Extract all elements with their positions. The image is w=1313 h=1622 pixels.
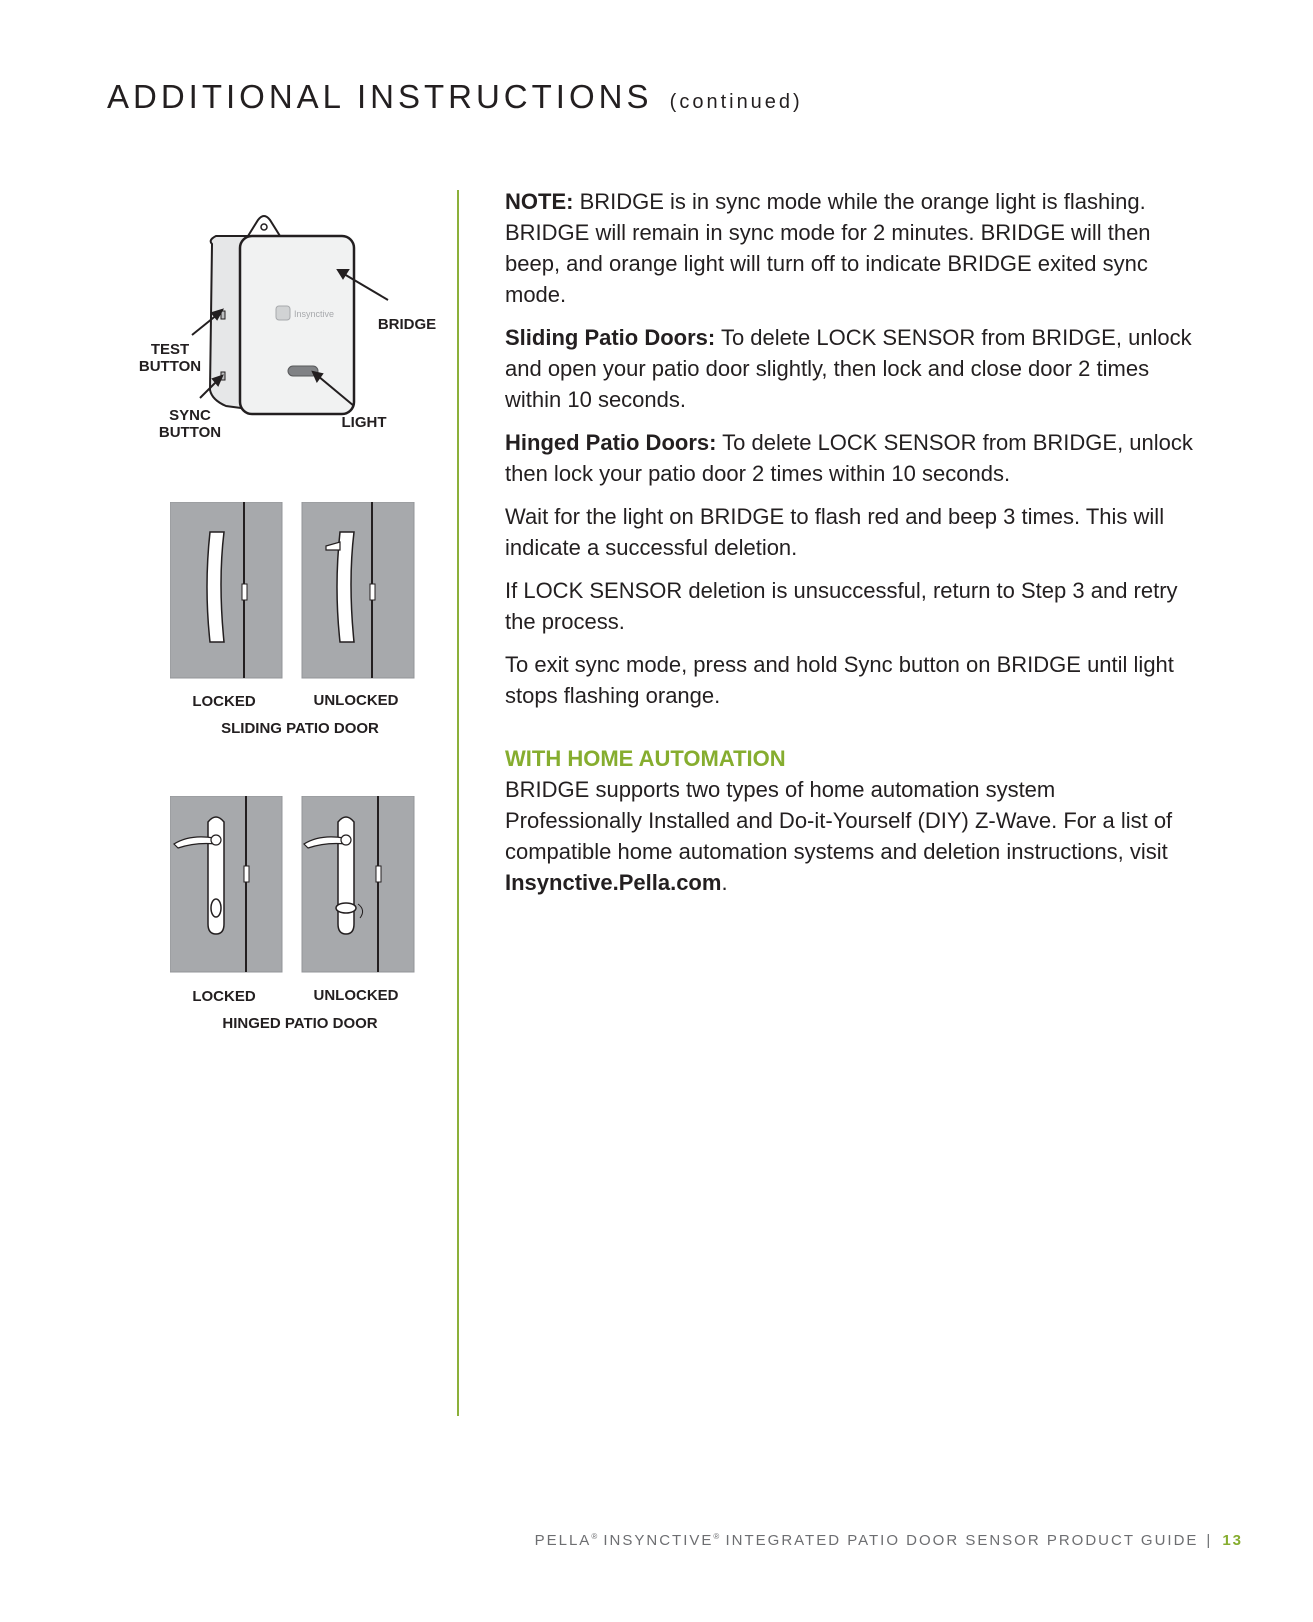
title-text: ADDITIONAL INSTRUCTIONS <box>107 78 653 115</box>
insynctive-link[interactable]: Insynctive.Pella.com <box>505 870 722 895</box>
note-label: NOTE: <box>505 189 574 214</box>
hinged-unlocked-door <box>302 796 414 972</box>
column-divider <box>457 190 459 1416</box>
light-label: LIGHT <box>341 414 387 431</box>
hinged-locked-label: LOCKED <box>192 988 256 1005</box>
sliding-locked-label: LOCKED <box>192 693 256 710</box>
wait-paragraph: Wait for the light on BRIDGE to flash red and beep 3 times. This will indicate a successful deletion. <box>505 504 1165 560</box>
sliding-door-illustration <box>170 502 420 682</box>
sliding-handle-locked <box>207 532 224 642</box>
hinged-door-caption: HINGED PATIO DOOR <box>222 1015 378 1032</box>
svg-text:Insynctive: Insynctive <box>294 309 335 319</box>
sync-button-label: SYNC BUTTON <box>158 407 222 441</box>
hinged-paragraph: Hinged Patio Doors: To delete LOCK SENSOR from BRIDGE, unlock then lock your patio door 2 times within 10 seconds. <box>505 430 1193 486</box>
hinged-locked-door <box>170 796 282 972</box>
sliding-label: Sliding Patio Doors: <box>505 325 716 350</box>
automation-heading: WITH HOME AUTOMATION <box>505 746 786 771</box>
sliding-unlocked-label: UNLOCKED <box>313 692 399 709</box>
automation-paragraph: BRIDGE supports two types of home automation system Professionally Installed and Do-it-Yourself (DIY) Z-Wave. For a list of compatible home automation systems and deletion instructions, visit Insynctive.Pella.com. <box>505 777 1173 895</box>
footer-separator: | <box>1206 1532 1213 1549</box>
hinged-door-illustration <box>170 796 420 976</box>
sliding-locked-door <box>170 502 282 678</box>
insynctive-logo <box>276 306 334 320</box>
bridge-label: BRIDGE <box>377 316 437 333</box>
page-title <box>107 78 803 116</box>
instructions-body <box>505 186 1195 910</box>
test-button-label: TEST BUTTON <box>138 341 202 375</box>
title-continued: (continued) <box>669 91 803 113</box>
hinged-thumbturn-locked <box>211 899 221 917</box>
note-paragraph: NOTE: BRIDGE is in sync mode while the orange light is flashing. BRIDGE will remain in sync mode for 2 minutes. BRIDGE will then beep, and orange light will turn off to indicate BRIDGE exited sync mode. <box>505 189 1151 307</box>
exit-paragraph: To exit sync mode, press and hold Sync button on BRIDGE until light stops flashing orange. <box>505 652 1174 708</box>
sliding-unlocked-door <box>302 502 414 678</box>
sliding-paragraph: Sliding Patio Doors: To delete LOCK SENSOR from BRIDGE, unlock and open your patio door slightly, then lock and close door 2 times within 10 seconds. <box>505 325 1192 412</box>
sliding-door-caption: SLIDING PATIO DOOR <box>221 720 379 737</box>
page-footer: PELLA® INSYNCTIVE® INTEGRATED PATIO DOOR SENSOR PRODUCT GUIDE | 13 <box>534 1532 1243 1549</box>
page-number: 13 <box>1222 1532 1243 1549</box>
retry-paragraph: If LOCK SENSOR deletion is unsuccessful, return to Step 3 and retry the process. <box>505 578 1178 634</box>
hinged-label: Hinged Patio Doors: <box>505 430 717 455</box>
hinged-thumbturn-unlocked <box>336 903 356 913</box>
hinged-unlocked-label: UNLOCKED <box>313 987 399 1004</box>
